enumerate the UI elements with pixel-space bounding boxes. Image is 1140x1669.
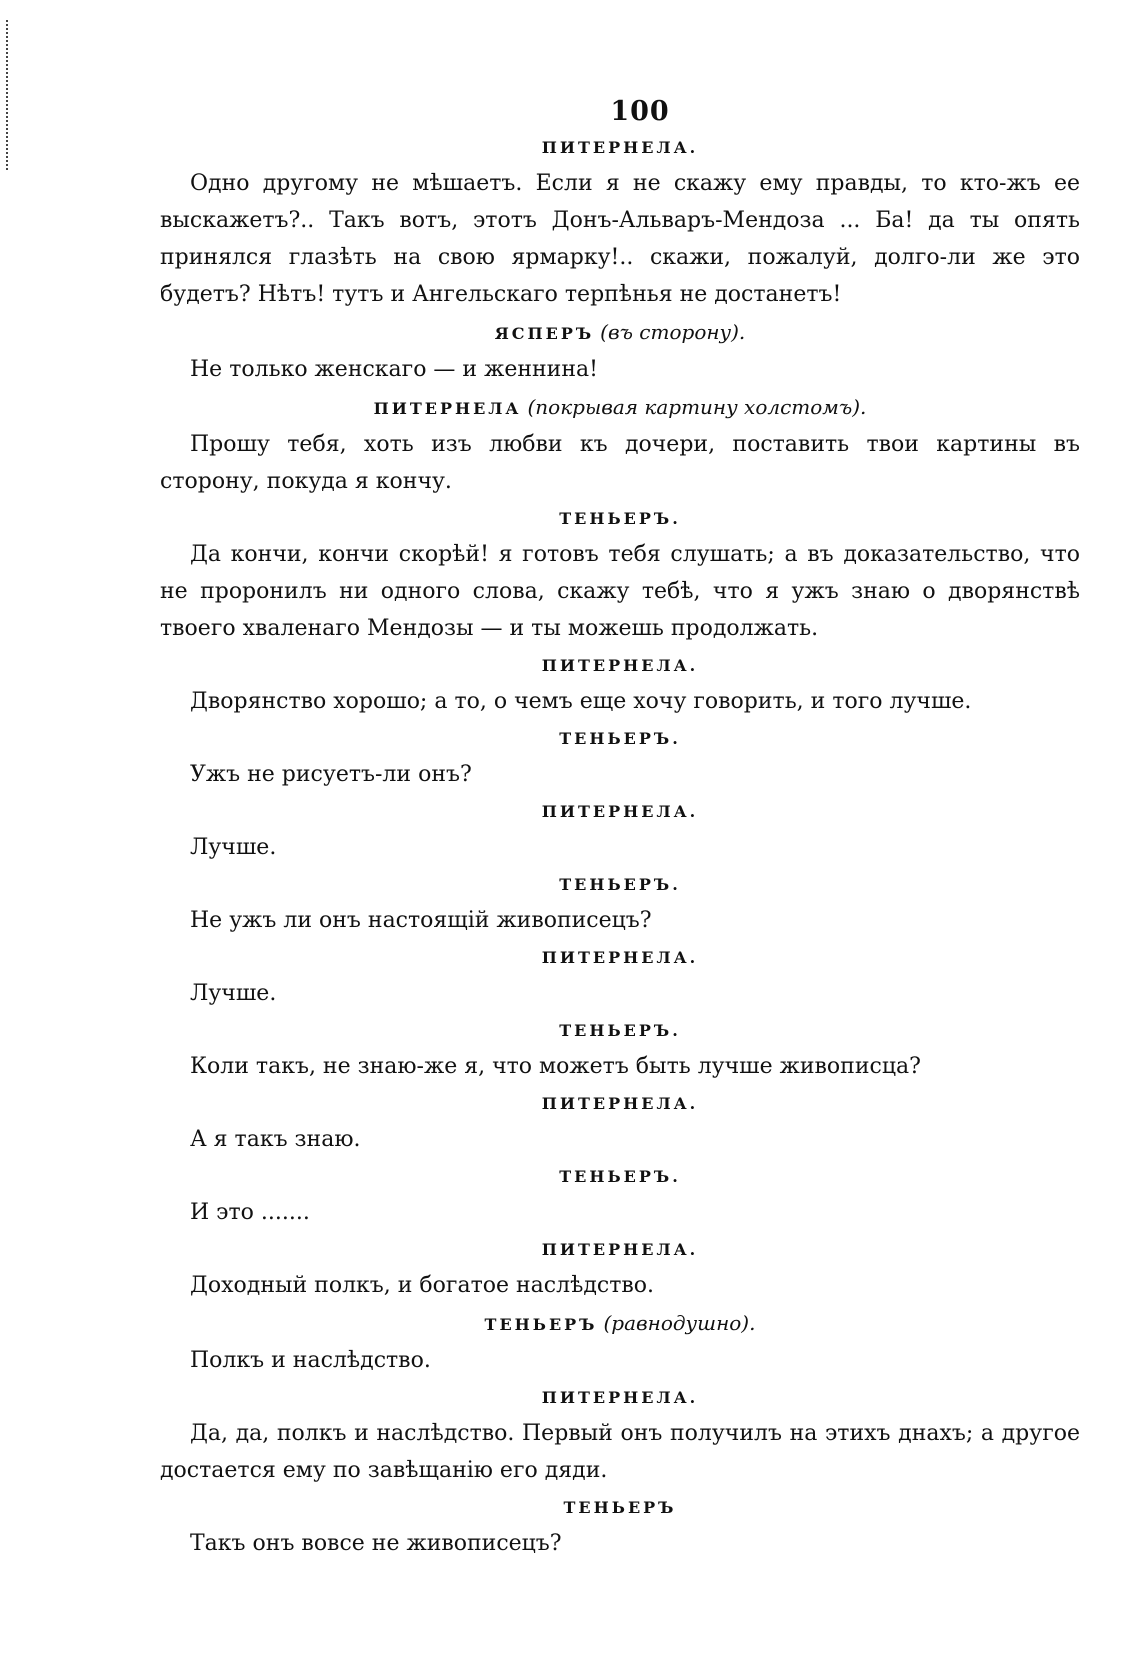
- speaker-heading: [160, 319, 1080, 347]
- dialogue-line: Прошу тебя, хоть изъ любви къ дочери, поставить твои картины въ сторону, покуда я кончу.: [160, 432, 1080, 494]
- stage-direction: (покрывая картину холстомъ).: [527, 395, 867, 419]
- speaker-heading: [160, 394, 1080, 422]
- speaker-name: ТЕНЬЕРЪ.: [559, 875, 681, 894]
- dialogue-line: Коли такъ, не знаю-же я, что можетъ быть лучше живописца?: [190, 1054, 921, 1079]
- speaker-name: ТЕНЬЕРЪ.: [559, 729, 681, 748]
- dialogue-line: Полкъ и наслѣдство.: [190, 1348, 431, 1373]
- speaker-heading: [160, 1018, 1080, 1044]
- stage-direction: (равнодушно).: [603, 1311, 756, 1335]
- speaker-name: ПИТЕРНЕЛА.: [541, 1388, 699, 1407]
- speaker-name: ПИТЕРНЕЛА.: [541, 1094, 699, 1113]
- speaker-name: ТЕНЬЕРЪ.: [559, 1167, 681, 1186]
- speaker-heading: [160, 1237, 1080, 1263]
- dialogue-line: Лучше.: [190, 981, 277, 1006]
- speaker-heading: [160, 799, 1080, 825]
- stage-direction: (въ сторону).: [600, 320, 746, 344]
- speaker-heading: [160, 1091, 1080, 1117]
- speaker-name: ПИТЕРНЕЛА.: [541, 948, 699, 967]
- speaker-heading: [160, 1164, 1080, 1190]
- speaker-name: ПИТЕРНЕЛА.: [541, 802, 699, 821]
- dialogue-line: Не ужъ ли онъ настоящій живописецъ?: [190, 908, 652, 933]
- speaker-heading: [160, 135, 1080, 161]
- dialogue-line: Дворянство хорошо; а то, о чемъ еще хочу говорить, и того лучше.: [190, 689, 972, 714]
- dialogue-line: Доходный полкъ, и богатое наслѣдство.: [190, 1273, 654, 1298]
- speaker-name: ТЕНЬЕРЪ.: [559, 1021, 681, 1040]
- dialogue-line: Лучше.: [190, 835, 277, 860]
- dialogue-line: Да, да, полкъ и наслѣдство. Первый онъ получилъ на этихъ днахъ; а другое достается ему по завѣщанію его дяди.: [160, 1421, 1080, 1483]
- speaker-name: ПИТЕРНЕЛА.: [541, 1240, 699, 1259]
- margin-scan-mark: [6, 20, 11, 170]
- dialogue-blocks: [160, 135, 1080, 1562]
- speaker-heading: [160, 726, 1080, 752]
- document-page: [160, 96, 1080, 1562]
- dialogue-line: Одно другому не мѣшаетъ. Если я не скажу ему правды, то кто-жъ ее выскажетъ?.. Такъ вотъ, этотъ Донъ-Альваръ-Мендоза ... Ба! да ты опять принялся глазѣть на свою ярмарку!.. скажи, пожалуй, долго-ли же это будетъ? Нѣтъ! тутъ и Ангельскаго терпѣнья не достанетъ!: [160, 171, 1080, 307]
- speaker-heading: [160, 1495, 1080, 1521]
- speaker-name: ПИТЕРНЕЛА.: [541, 656, 699, 675]
- dialogue-line: Ужъ не рисуетъ-ли онъ?: [190, 762, 472, 787]
- dialogue-line: Не только женскаго — и женнина!: [190, 357, 598, 382]
- dialogue-line: Да кончи, кончи скорѣй! я готовъ тебя слушать; а въ доказательство, что не проронилъ ни одного слова, скажу тебѣ, что я ужъ знаю о дворянствѣ твоего хваленаго Мендозы — и ты можешь продолжать.: [160, 542, 1080, 641]
- page-number: 100: [610, 96, 670, 127]
- speaker-name: ТЕНЬЕРЪ: [484, 1315, 598, 1334]
- speaker-heading: [160, 1310, 1080, 1338]
- dialogue-line: И это .......: [190, 1200, 310, 1225]
- speaker-name: ПИТЕРНЕЛА.: [541, 138, 699, 157]
- speaker-heading: [160, 945, 1080, 971]
- dialogue-line: А я такъ знаю.: [190, 1127, 361, 1152]
- speaker-heading: [160, 653, 1080, 679]
- speaker-name: ЯСПЕРЪ: [494, 324, 595, 343]
- speaker-heading: [160, 872, 1080, 898]
- speaker-name: ТЕНЬЕРЪ: [563, 1498, 677, 1517]
- speaker-name: ПИТЕРНЕЛА: [373, 399, 522, 418]
- speaker-heading: [160, 1385, 1080, 1411]
- speaker-name: ТЕНЬЕРЪ.: [559, 509, 681, 528]
- dialogue-line: Такъ онъ вовсе не живописецъ?: [190, 1531, 562, 1556]
- speaker-heading: [160, 506, 1080, 532]
